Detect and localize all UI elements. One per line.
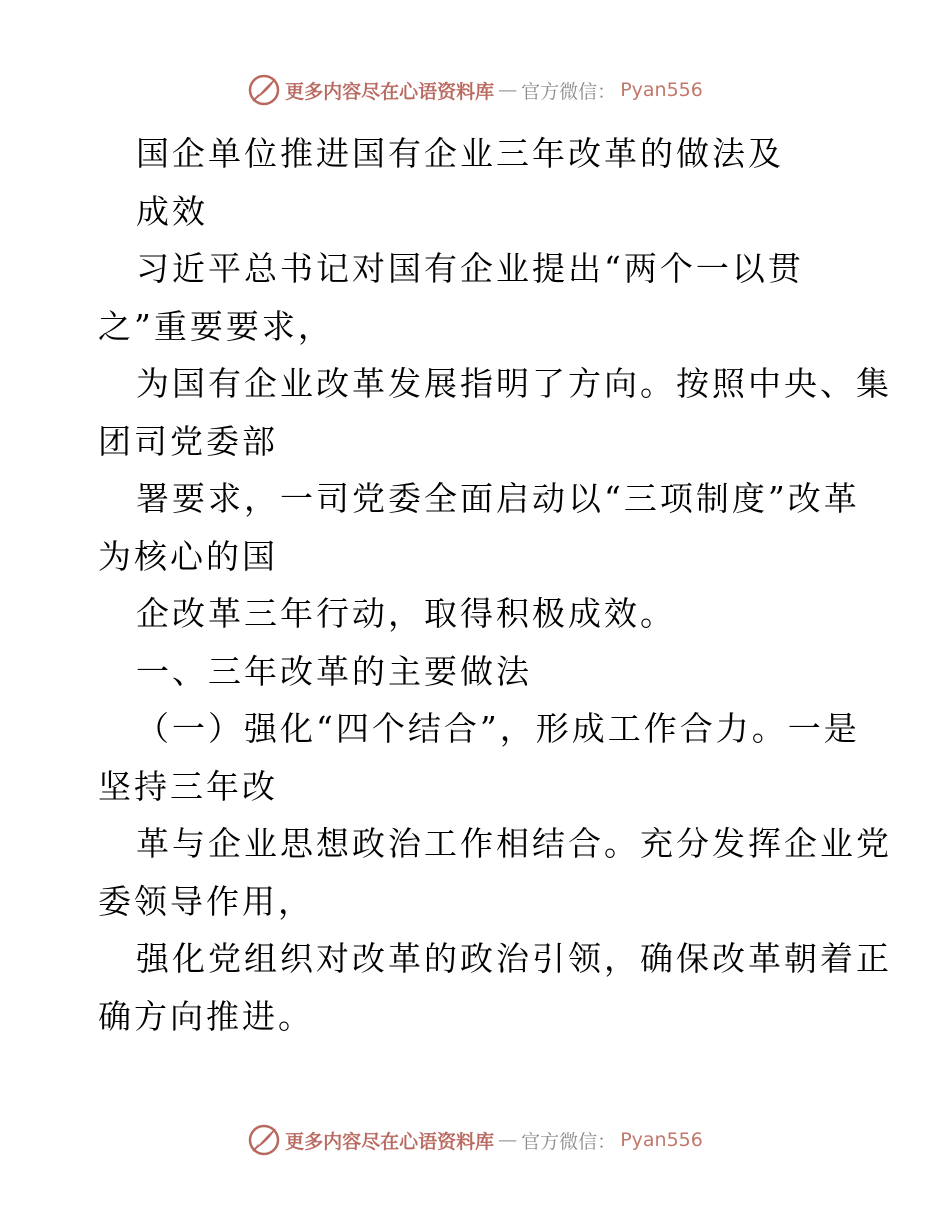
document-line: 为国有企业改革发展指明了方向。按照中央、集	[136, 364, 892, 403]
document-line: 习近平总书记对国有企业提出“两个一以贯	[136, 249, 804, 288]
watermark-account-id: Pyan556	[620, 1129, 703, 1151]
watermark-separator: —	[498, 79, 518, 101]
document-line: 之”重要要求，	[98, 306, 334, 346]
watermark-brand-text: 更多内容尽在心语资料库	[285, 80, 495, 103]
document-line: 确方向推进。	[98, 996, 314, 1036]
feather-quill-logo-icon	[247, 1123, 281, 1157]
document-text	[98, 125, 892, 1045]
document-line: 一、三年改革的主要做法	[136, 651, 532, 691]
document-line: （一）强化“四个结合”，形成工作合力。一是	[136, 709, 860, 748]
document-line: 署要求，一司党委全面启动以“三项制度”改革	[136, 479, 860, 518]
watermark-official-label: 官方微信：	[521, 1130, 617, 1153]
watermark-brand-text: 更多内容尽在心语资料库	[285, 1130, 495, 1153]
document-line: 成效	[136, 191, 208, 231]
document-line: 坚持三年改	[98, 766, 278, 806]
watermark-separator: —	[498, 1129, 518, 1151]
document-line: 企改革三年行动，取得积极成效。	[136, 594, 676, 633]
document-line: 团司党委部	[98, 421, 278, 461]
document-line: 革与企业思想政治工作相结合。充分发挥企业党	[136, 824, 892, 863]
document-body	[98, 125, 892, 1045]
document-line: 国企单位推进国有企业三年改革的做法及	[136, 134, 784, 173]
footer-watermark	[0, 1120, 950, 1160]
document-line: 强化党组织对改革的政治引领，确保改革朝着正	[136, 939, 892, 978]
watermark-official-label: 官方微信：	[521, 80, 617, 103]
watermark-account-id: Pyan556	[620, 79, 703, 101]
feather-quill-logo-icon	[247, 73, 281, 107]
document-line: 为核心的国	[98, 536, 278, 576]
header-watermark	[0, 70, 950, 110]
document-line: 委领导作用，	[98, 881, 314, 921]
